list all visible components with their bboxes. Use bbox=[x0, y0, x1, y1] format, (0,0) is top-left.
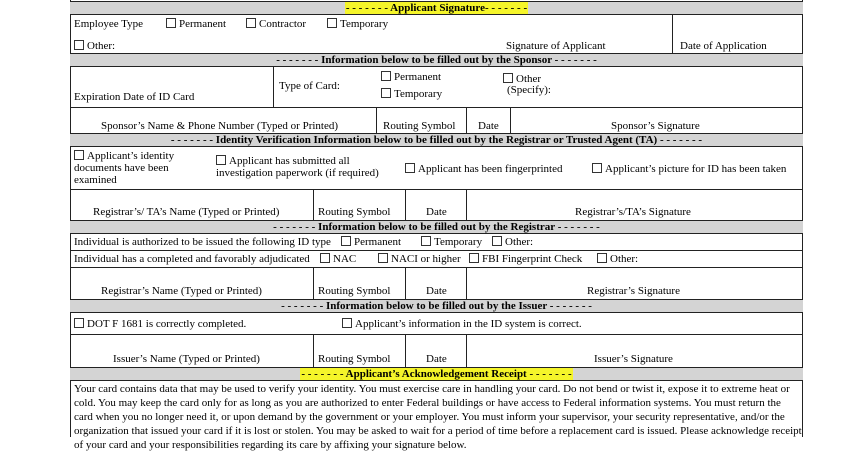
employee-type-other[interactable]: Other: bbox=[74, 40, 115, 53]
acknowledgement-text: Your card contains data that may be used to verify your identity. You must exercise care in handling your card. Do not bend or twist it, expose it to extreme heat or cold. You may keep the card only for as long as you are authorized to enter Federal buildings or have access to Federal information systems. You must return the card when you no longer need it, or upon demand by the government or your employer. You must inform your supervisor, your security representative, and/or the organization that issued your card if it is lost or stolen. You may be asked to wait for a period of time before a replacement card is issued. Please acknowledge receipt of your card and your responsibilities regarding its care by affixing your signature below. bbox=[74, 383, 802, 451]
divider bbox=[405, 189, 406, 220]
checkbox[interactable] bbox=[74, 318, 84, 328]
adjudication-fbi[interactable]: FBI Fingerprint Check bbox=[469, 253, 582, 266]
sponsor-name-label: Sponsor’s Name & Phone Number (Typed or Printed) bbox=[101, 120, 339, 132]
divider bbox=[466, 107, 467, 133]
checkbox[interactable] bbox=[216, 155, 226, 165]
checkbox[interactable] bbox=[381, 88, 391, 98]
checkbox[interactable] bbox=[166, 18, 176, 28]
sponsor-signature-label: Sponsor’s Signature bbox=[611, 120, 700, 132]
sponsor-date-label: Date bbox=[478, 120, 499, 132]
checkbox[interactable] bbox=[246, 18, 256, 28]
id-system-correct-checkbox[interactable]: Applicant’s information in the ID system is correct. bbox=[342, 318, 582, 331]
date-of-application-label: Date of Application bbox=[680, 40, 767, 52]
employee-type-permanent[interactable]: Permanent bbox=[166, 18, 226, 31]
checkbox[interactable] bbox=[597, 253, 607, 263]
expiration-date-label: Expiration Date of ID Card bbox=[74, 91, 195, 103]
registrar-band bbox=[70, 220, 803, 234]
registrar-routing-label: Routing Symbol bbox=[318, 285, 391, 297]
applicant-signature-title: - - - - - - - Applicant Signature- - - - - - - bbox=[345, 2, 528, 14]
acknowledgement-band bbox=[70, 367, 803, 381]
checkbox[interactable] bbox=[378, 253, 388, 263]
issuer-signature-label: Issuer’s Signature bbox=[594, 353, 673, 365]
divider bbox=[672, 15, 673, 53]
sponsor-band bbox=[70, 53, 803, 67]
registrar-ta-signature-label: Registrar’s/TA’s Signature bbox=[575, 206, 691, 218]
registrar-name-label: Registrar’s Name (Typed or Printed) bbox=[101, 285, 262, 297]
divider bbox=[376, 107, 377, 133]
identity-verification-band bbox=[70, 133, 803, 147]
checkbox[interactable] bbox=[421, 236, 431, 246]
divider bbox=[313, 267, 314, 299]
issuer-band bbox=[70, 299, 803, 313]
checkbox[interactable] bbox=[592, 163, 602, 173]
checkbox[interactable] bbox=[405, 163, 415, 173]
adjudicated-label: Individual has a completed and favorably adjudicated bbox=[74, 253, 310, 265]
card-type-temporary[interactable]: Temporary bbox=[381, 88, 442, 101]
card-type-other[interactable]: Other bbox=[503, 73, 541, 86]
employee-type-temporary[interactable]: Temporary bbox=[327, 18, 388, 31]
registrar-signature-label: Registrar’s Signature bbox=[587, 285, 680, 297]
adjudication-other[interactable]: Other: bbox=[597, 253, 638, 266]
divider bbox=[273, 67, 274, 107]
sponsor-routing-label: Routing Symbol bbox=[383, 120, 456, 132]
divider bbox=[313, 334, 314, 367]
checkbox[interactable] bbox=[492, 236, 502, 246]
sponsor-title: - - - - - - - Information below to be filled out by the Sponsor - - - - - - - bbox=[276, 54, 597, 66]
fingerprinted-checkbox[interactable]: Applicant has been fingerprinted bbox=[405, 163, 562, 176]
type-of-card-label: Type of Card: bbox=[279, 80, 340, 92]
registrar-ta-routing-label: Routing Symbol bbox=[318, 206, 391, 218]
adjudication-naci[interactable]: NACI or higher bbox=[378, 253, 461, 266]
checkbox[interactable] bbox=[342, 318, 352, 328]
identity-docs-checkbox[interactable]: Applicant’s identity documents have been examined bbox=[74, 150, 175, 186]
id-type-other[interactable]: Other: bbox=[492, 236, 533, 249]
picture-taken-checkbox[interactable]: Applicant’s picture for ID has been taken bbox=[592, 163, 786, 176]
employee-type-contractor[interactable]: Contractor bbox=[246, 18, 306, 31]
checkbox[interactable] bbox=[74, 40, 84, 50]
registrar-ta-name-label: Registrar’s/ TA’s Name (Typed or Printed) bbox=[93, 206, 280, 218]
divider bbox=[70, 334, 803, 335]
checkbox[interactable] bbox=[320, 253, 330, 263]
checkbox[interactable] bbox=[74, 150, 84, 160]
id-type-permanent[interactable]: Permanent bbox=[341, 236, 401, 249]
checkbox[interactable] bbox=[327, 18, 337, 28]
issuer-name-label: Issuer’s Name (Typed or Printed) bbox=[113, 353, 260, 365]
employee-type-label: Employee Type bbox=[74, 18, 143, 30]
signature-of-applicant-label: Signature of Applicant bbox=[506, 40, 606, 52]
divider bbox=[466, 334, 467, 367]
registrar-title: - - - - - - - Information below to be filled out by the Registrar - - - - - - - bbox=[273, 221, 600, 233]
acknowledgement-title: - - - - - - - Applicant’s Acknowledgement Receipt - - - - - - - bbox=[301, 368, 572, 380]
applicant-signature-band bbox=[70, 1, 803, 15]
divider bbox=[405, 334, 406, 367]
authorized-id-type-label: Individual is authorized to be issued the following ID type bbox=[74, 236, 331, 248]
checkbox[interactable] bbox=[503, 73, 513, 83]
checkbox[interactable] bbox=[341, 236, 351, 246]
issuer-routing-label: Routing Symbol bbox=[318, 353, 391, 365]
divider bbox=[466, 189, 467, 220]
id-type-temporary[interactable]: Temporary bbox=[421, 236, 482, 249]
divider bbox=[466, 267, 467, 299]
card-type-specify-label: (Specify): bbox=[507, 84, 551, 96]
issuer-date-label: Date bbox=[426, 353, 447, 365]
issuer-title: - - - - - - - Information below to be filled out by the Issuer - - - - - - - bbox=[281, 300, 592, 312]
divider bbox=[70, 250, 803, 251]
checkbox[interactable] bbox=[381, 71, 391, 81]
divider bbox=[313, 189, 314, 220]
registrar-date-label: Date bbox=[426, 285, 447, 297]
divider bbox=[70, 267, 803, 268]
registrar-ta-date-label: Date bbox=[426, 206, 447, 218]
divider bbox=[510, 107, 511, 133]
divider bbox=[70, 107, 803, 108]
investigation-paperwork-checkbox[interactable]: Applicant has submitted all investigation paperwork (if required) bbox=[216, 155, 379, 179]
checkbox[interactable] bbox=[469, 253, 479, 263]
adjudication-nac[interactable]: NAC bbox=[320, 253, 356, 266]
card-type-permanent[interactable]: Permanent bbox=[381, 71, 441, 84]
identity-verification-title: - - - - - - - Identity Verification Information below to be filled out by the Registrar or Trusted Agent (TA) - - - - - - - bbox=[170, 134, 703, 146]
dot-f-1681-checkbox[interactable]: DOT F 1681 is correctly completed. bbox=[74, 318, 246, 331]
divider bbox=[70, 189, 803, 190]
divider bbox=[405, 267, 406, 299]
